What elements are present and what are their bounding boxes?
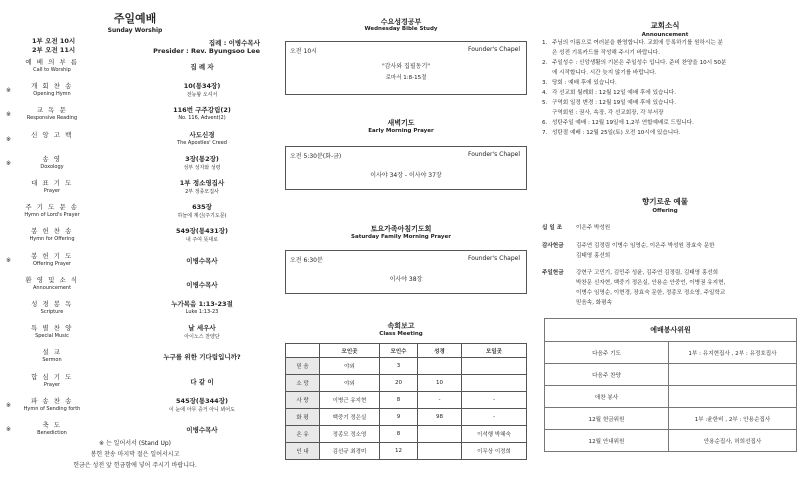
worship-committee-title: 예배봉사위원 bbox=[545, 319, 797, 342]
committee-role: 12월 안내위원 bbox=[545, 430, 669, 452]
class-name-cell: 온 유 bbox=[286, 426, 320, 443]
class-meeting-cell: 9 bbox=[380, 409, 418, 426]
announcement-line: 구역회 일정 변경 : 12월 19일 예배 후에 있습니다. bbox=[552, 100, 676, 106]
service-time-1: 1부 오전 10시 bbox=[32, 37, 76, 45]
committee-members: 1부 :윤한비 , 2부 : 안용순집사 bbox=[669, 408, 797, 430]
announcement-list bbox=[542, 38, 794, 138]
committee-members: 안용순집사, 허희선집사 bbox=[669, 430, 797, 452]
worship-item-name: 봉 헌 찬 송 bbox=[31, 227, 73, 236]
offering-subtitle: Offering bbox=[652, 208, 678, 214]
wednesday-box bbox=[285, 41, 527, 95]
announcement-number: 1. bbox=[542, 40, 548, 46]
worship-item-name: 환 영 및 소 식 bbox=[25, 275, 79, 284]
worship-item-name: 주 기 도 문 송 bbox=[25, 203, 79, 212]
class-header-cell: 모인수 bbox=[380, 344, 418, 358]
worship-item-english: Opening Hymn bbox=[33, 91, 71, 98]
worship-item-name: 교 독 문 bbox=[36, 106, 68, 115]
class-meeting-cell: 12 bbox=[380, 443, 418, 460]
worship-item-detail: No. 116, Advent(2) bbox=[178, 115, 226, 122]
class-meeting-cell: 8 bbox=[380, 392, 418, 409]
announcement-subtitle: Announcement bbox=[641, 32, 689, 38]
committee-role: 다음주 찬양 bbox=[545, 364, 669, 386]
class-meeting-cell bbox=[418, 426, 462, 443]
class-meeting-cell: 이석행 박혜숙 bbox=[462, 426, 527, 443]
class-name-cell: 믿 음 bbox=[286, 358, 320, 375]
announcement-number: 3. bbox=[542, 80, 548, 86]
worship-item-value: 549장(통431장) bbox=[176, 227, 228, 236]
class-meeting-cell: 야외 bbox=[320, 375, 380, 392]
class-meeting-cell: 8 bbox=[380, 426, 418, 443]
class-meeting-row bbox=[286, 426, 527, 443]
class-header-cell: 모인곳 bbox=[320, 344, 380, 358]
class-meeting-row bbox=[286, 375, 527, 392]
committee-role: 애찬 봉사 bbox=[545, 386, 669, 408]
worship-item-value: 이병수목사 bbox=[186, 280, 218, 289]
announcement-number: 7. bbox=[542, 130, 548, 136]
worship-item-english: Scripture bbox=[40, 309, 64, 315]
committee-row bbox=[545, 364, 797, 386]
worship-item-english: Responsive Reading bbox=[26, 115, 78, 122]
worship-item-english: Call to Worship bbox=[33, 67, 71, 73]
class-meeting-header-row bbox=[286, 344, 527, 358]
service-time-2: 2부 오전 11시 bbox=[32, 46, 76, 54]
class-meeting-cell: 10 bbox=[418, 375, 462, 392]
worship-item-name: 파 송 찬 송 bbox=[31, 396, 73, 405]
worship-item-name: 송 영 bbox=[42, 154, 62, 163]
announcement-number: 2. bbox=[542, 60, 548, 66]
class-meeting-cell: 백중기 정은실 bbox=[320, 409, 380, 426]
class-meeting-cell: 3 bbox=[380, 358, 418, 375]
worship-item-value: 이병수목사 bbox=[186, 426, 218, 434]
dawn-place: Founder's Chapel bbox=[468, 151, 520, 158]
announcement-line: 각 선교회 월례회 : 12월 12일 예배 후에 있습니다. bbox=[552, 90, 676, 96]
class-meeting-row bbox=[286, 443, 527, 460]
worship-item-english: Sermon bbox=[42, 357, 62, 364]
worship-item bbox=[0, 129, 270, 155]
worship-item-english: Hymn of Lord's Prayer bbox=[24, 212, 80, 219]
offering-names: 이은주 박성원 bbox=[576, 225, 611, 231]
announcement-number: 5. bbox=[542, 100, 548, 106]
class-meeting-cell bbox=[462, 358, 527, 375]
class-meeting-cell: 김선규 최경미 bbox=[320, 443, 380, 460]
worship-item-name: 신 앙 고 백 bbox=[31, 130, 73, 139]
committee-members bbox=[669, 364, 797, 386]
worship-item-detail: Luke 1:13-23 bbox=[185, 309, 219, 315]
dawn-title: 새벽기도 bbox=[387, 119, 415, 127]
class-meeting-cell: 이무상 이정희 bbox=[462, 443, 527, 460]
offering-box-note: 헌금은 성전 앞 헌금함에 넣어 주시기 바랍니다. bbox=[73, 462, 197, 469]
worship-item-english: Offering Prayer bbox=[33, 260, 71, 267]
announcement-line: 에 시작합니다. 시간 늦지 않기를 바랍니다. bbox=[552, 70, 657, 76]
committee-role: 12월 헌금위원 bbox=[545, 408, 669, 430]
announcement-line: 은 성전 기록카드를 작성해 주시기 바랍니다. bbox=[552, 50, 660, 56]
announcement-line: 구역회원 : 권사, 속장, 각 선교회장, 각 부서장 bbox=[552, 110, 664, 116]
class-meeting-title: 속회보고 bbox=[387, 322, 415, 330]
worship-item-value: 116번 구주강림(2) bbox=[173, 106, 231, 115]
saturday-time: 오전 6:30분 bbox=[290, 257, 323, 264]
offering-title-block bbox=[530, 196, 800, 214]
worship-item-name: 특 별 찬 양 bbox=[31, 324, 73, 333]
class-meeting-cell: 이병근 유지현 bbox=[320, 392, 380, 409]
worship-item bbox=[0, 201, 270, 227]
worship-item-english: Hymn for Offering bbox=[29, 236, 75, 243]
announcement-title-block bbox=[530, 20, 800, 38]
offering-names: 강현구 고민기, 김민주 성윤, 김주연 김정림, 김태영 홍선희 bbox=[576, 270, 719, 276]
class-meeting-body bbox=[286, 358, 527, 460]
worship-item-name: 합 심 기 도 bbox=[31, 372, 73, 381]
offering-label: 주일헌금 bbox=[542, 270, 564, 276]
worship-item-name: 예 배 의 부 름 bbox=[25, 58, 79, 66]
worship-committee-body bbox=[545, 342, 797, 452]
worship-item-english: Prayer bbox=[43, 188, 61, 194]
worship-item bbox=[0, 395, 270, 421]
offering-hymn-note: 봉헌 찬송 마지막 절은 일어서시고 bbox=[90, 451, 180, 458]
offering-names: 믿음속, 화평속 bbox=[576, 300, 612, 306]
worship-item-name: 대 표 기 도 bbox=[31, 179, 73, 187]
announcement-line: 성탄절 예배 : 12월 25일(토) 오전 10시에 있습니다. bbox=[552, 130, 681, 136]
class-meeting-cell: 20 bbox=[380, 375, 418, 392]
offering-names: 박찬문 신자현, 백중기 정은실, 안용순 안중언, 이병권 유지현, bbox=[576, 280, 726, 286]
worship-item-detail: 이 눈에 아무 증거 아니 뵈어도 bbox=[169, 406, 235, 413]
stand-marker: ※ bbox=[6, 111, 12, 119]
announcement-item bbox=[542, 118, 794, 128]
announcement-number: 6. bbox=[542, 120, 548, 126]
saturday-box bbox=[285, 250, 527, 294]
worship-item bbox=[0, 250, 270, 276]
wednesday-scripture: 로마서 1:8-15절 bbox=[385, 75, 427, 81]
worship-item bbox=[0, 322, 270, 348]
worship-subtitle: Sunday Worship bbox=[107, 27, 163, 34]
stand-marker: ※ bbox=[6, 426, 12, 433]
class-meeting-cell: 야외 bbox=[320, 358, 380, 375]
dawn-subtitle: Early Morning Prayer bbox=[368, 128, 434, 134]
worship-item bbox=[0, 56, 270, 82]
saturday-place: Founder's Chapel bbox=[468, 255, 520, 262]
worship-item-value: 3장(통2장) bbox=[185, 154, 219, 163]
announcement-item bbox=[542, 98, 794, 118]
class-name-cell: 소 망 bbox=[286, 375, 320, 392]
stand-marker: ※ bbox=[6, 135, 12, 143]
class-meeting-cell: - bbox=[462, 409, 527, 426]
worship-item bbox=[0, 225, 270, 251]
wednesday-topic: "감사와 집필동기" bbox=[382, 63, 430, 70]
worship-item-detail: 하늘에 계신(주기도문) bbox=[177, 213, 227, 220]
committee-row bbox=[545, 386, 797, 408]
dawn-scripture: 이사야 34장 - 이사야 37장 bbox=[370, 172, 442, 179]
worship-item-detail: 2부 정종모집사 bbox=[185, 189, 219, 195]
stand-marker: ※ bbox=[6, 256, 12, 264]
committee-role: 다음주 기도 bbox=[545, 342, 669, 364]
announcement-item bbox=[542, 128, 794, 138]
announcement-item bbox=[542, 38, 794, 58]
presider-ko: 집례 : 이병수목사 bbox=[208, 39, 260, 47]
worship-item-english: Hymn of Sending forth bbox=[23, 405, 81, 412]
worship-title-block bbox=[0, 10, 270, 34]
class-meeting-cell bbox=[462, 375, 527, 392]
worship-item bbox=[0, 346, 270, 372]
wednesday-subtitle: Wednesday Bible Study bbox=[364, 26, 438, 32]
announcements-panel bbox=[530, 0, 800, 485]
class-meeting-subtitle: Class Meeting bbox=[379, 331, 423, 337]
class-meeting-row bbox=[286, 392, 527, 409]
class-meeting-cell bbox=[418, 443, 462, 460]
offering-names: 김주연 김정림 이병수 임영순, 이은주 박성원 장효숙 문한 bbox=[576, 243, 715, 249]
worship-item-value: 사도신경 bbox=[189, 130, 215, 139]
meetings-panel bbox=[272, 0, 530, 485]
class-meeting-table bbox=[285, 343, 527, 460]
class-meeting-cell bbox=[418, 358, 462, 375]
worship-item-english: Announcement bbox=[32, 284, 72, 291]
stand-marker: ※ bbox=[6, 87, 12, 95]
worship-item-value: 집 례 자 bbox=[190, 63, 214, 71]
stand-marker: ※ bbox=[6, 401, 12, 409]
class-meeting-cell: 98 bbox=[418, 409, 462, 426]
saturday-title: 토요가족아침기도회 bbox=[370, 225, 432, 233]
dawn-time: 오전 5:30분(화-금) bbox=[290, 153, 342, 160]
stand-marker: ※ bbox=[6, 159, 12, 167]
class-name-cell: 사 랑 bbox=[286, 392, 320, 409]
worship-item-value: 누구를 위한 기다림입니까? bbox=[163, 353, 241, 362]
class-meeting-row bbox=[286, 409, 527, 426]
wednesday-place: Founder's Chapel bbox=[468, 46, 520, 53]
class-meeting-row bbox=[286, 358, 527, 375]
class-meeting-cell: 정종모 정소영 bbox=[320, 426, 380, 443]
class-header-cell bbox=[286, 344, 320, 358]
announcement-number: 4. bbox=[542, 90, 548, 96]
offering-label: 감사헌금 bbox=[542, 243, 564, 249]
worship-item-value: 다 같 이 bbox=[190, 377, 214, 386]
saturday-subtitle: Saturday Family Morning Prayer bbox=[351, 234, 451, 240]
class-header-cell: 성경 bbox=[418, 344, 462, 358]
class-meeting-cell: - bbox=[462, 392, 527, 409]
wednesday-title: 수요성경공부 bbox=[380, 18, 422, 26]
announcement-line: 주님의 이름으로 여러분을 환영합니다. 교회에 등록하기를 원하시는 분 bbox=[552, 40, 723, 46]
worship-item bbox=[0, 80, 270, 106]
worship-item bbox=[0, 371, 270, 397]
worship-item-detail: 아이노스 찬양단 bbox=[184, 334, 220, 341]
class-meeting-cell: - bbox=[418, 392, 462, 409]
wednesday-time: 오전 10시 bbox=[290, 48, 317, 55]
announcement-item bbox=[542, 78, 794, 88]
announcement-item bbox=[542, 58, 794, 78]
worship-item-value: 10(통34장) bbox=[183, 82, 221, 91]
worship-title: 주일예배 bbox=[113, 12, 157, 25]
worship-item-detail: 전능왕 오셔서 bbox=[186, 92, 218, 99]
worship-item-value: 545장(통344장) bbox=[176, 396, 228, 405]
worship-item-english: Doxology bbox=[40, 163, 64, 170]
class-name-cell: 화 평 bbox=[286, 409, 320, 426]
worship-item-value: 이병수목사 bbox=[186, 256, 218, 265]
announcement-title: 교회소식 bbox=[650, 21, 680, 30]
worship-item-value: 누가복음 1:13-23절 bbox=[171, 300, 233, 308]
worship-item bbox=[0, 153, 270, 179]
stand-up-note: ※ 는 일어서서 (Stand Up) bbox=[99, 440, 171, 447]
committee-row bbox=[545, 430, 797, 452]
worship-item-english: Prayer bbox=[43, 381, 61, 388]
dawn-box bbox=[285, 146, 527, 190]
worship-item-value: 날 세우사 bbox=[188, 324, 216, 333]
committee-members: 1부 : 유지현집사 , 2부 : 유정호집사 bbox=[669, 342, 797, 364]
committee-members bbox=[669, 386, 797, 408]
class-header-cell: 모일곳 bbox=[462, 344, 527, 358]
presider-en: Presider : Rev. Byungsoo Lee bbox=[153, 47, 260, 55]
worship-item-name: 성 경 봉 독 bbox=[31, 300, 73, 308]
worship-item bbox=[0, 104, 270, 130]
worship-item-detail: 내 주여 뜻대로 bbox=[185, 237, 219, 244]
announcement-line: 당회 : 예배 후에 있습니다. bbox=[552, 80, 617, 86]
worship-item-value: 1부 정소영집사 bbox=[179, 179, 225, 187]
committee-row bbox=[545, 408, 797, 430]
worship-item-value: 635장 bbox=[192, 203, 212, 212]
worship-item bbox=[0, 177, 270, 203]
announcement-item bbox=[542, 88, 794, 98]
worship-item-name: 설 교 bbox=[42, 348, 62, 357]
announcement-line: 주일성수 : 신앙생활의 기본은 주일성수 입니다. 준비 찬양을 10시 50분 bbox=[552, 60, 727, 66]
worship-item-name: 축 도 bbox=[42, 421, 62, 429]
worship-item bbox=[0, 298, 270, 324]
worship-item bbox=[0, 274, 270, 300]
worship-order-panel bbox=[0, 0, 270, 485]
committee-row bbox=[545, 342, 797, 364]
worship-item-detail: The Apostles' Creed bbox=[177, 139, 227, 146]
worship-item-english: Special Music bbox=[35, 333, 69, 340]
offering-names: 이병수 임영순, 이현경, 장효숙 문한, 정종모 정소영, 주일학교 bbox=[576, 290, 726, 296]
offering-names: 김태영 홍선희 bbox=[576, 253, 611, 259]
worship-item-name: 개 회 찬 송 bbox=[31, 82, 73, 91]
worship-committee-table bbox=[544, 318, 797, 452]
worship-item-english: Benediction bbox=[37, 430, 67, 436]
offering-title: 향기로운 예물 bbox=[641, 197, 689, 206]
worship-item-detail: 성부 성자와 성령 bbox=[183, 164, 221, 171]
worship-item-name: 봉 헌 기 도 bbox=[31, 251, 73, 260]
offering-label: 십 일 조 bbox=[542, 225, 563, 231]
saturday-scripture: 이사야 38장 bbox=[389, 276, 423, 283]
announcement-line: 성탄주일 예배 : 12월 19일에 1,2부 연합예배로 드립니다. bbox=[552, 120, 694, 126]
class-name-cell: 인 내 bbox=[286, 443, 320, 460]
